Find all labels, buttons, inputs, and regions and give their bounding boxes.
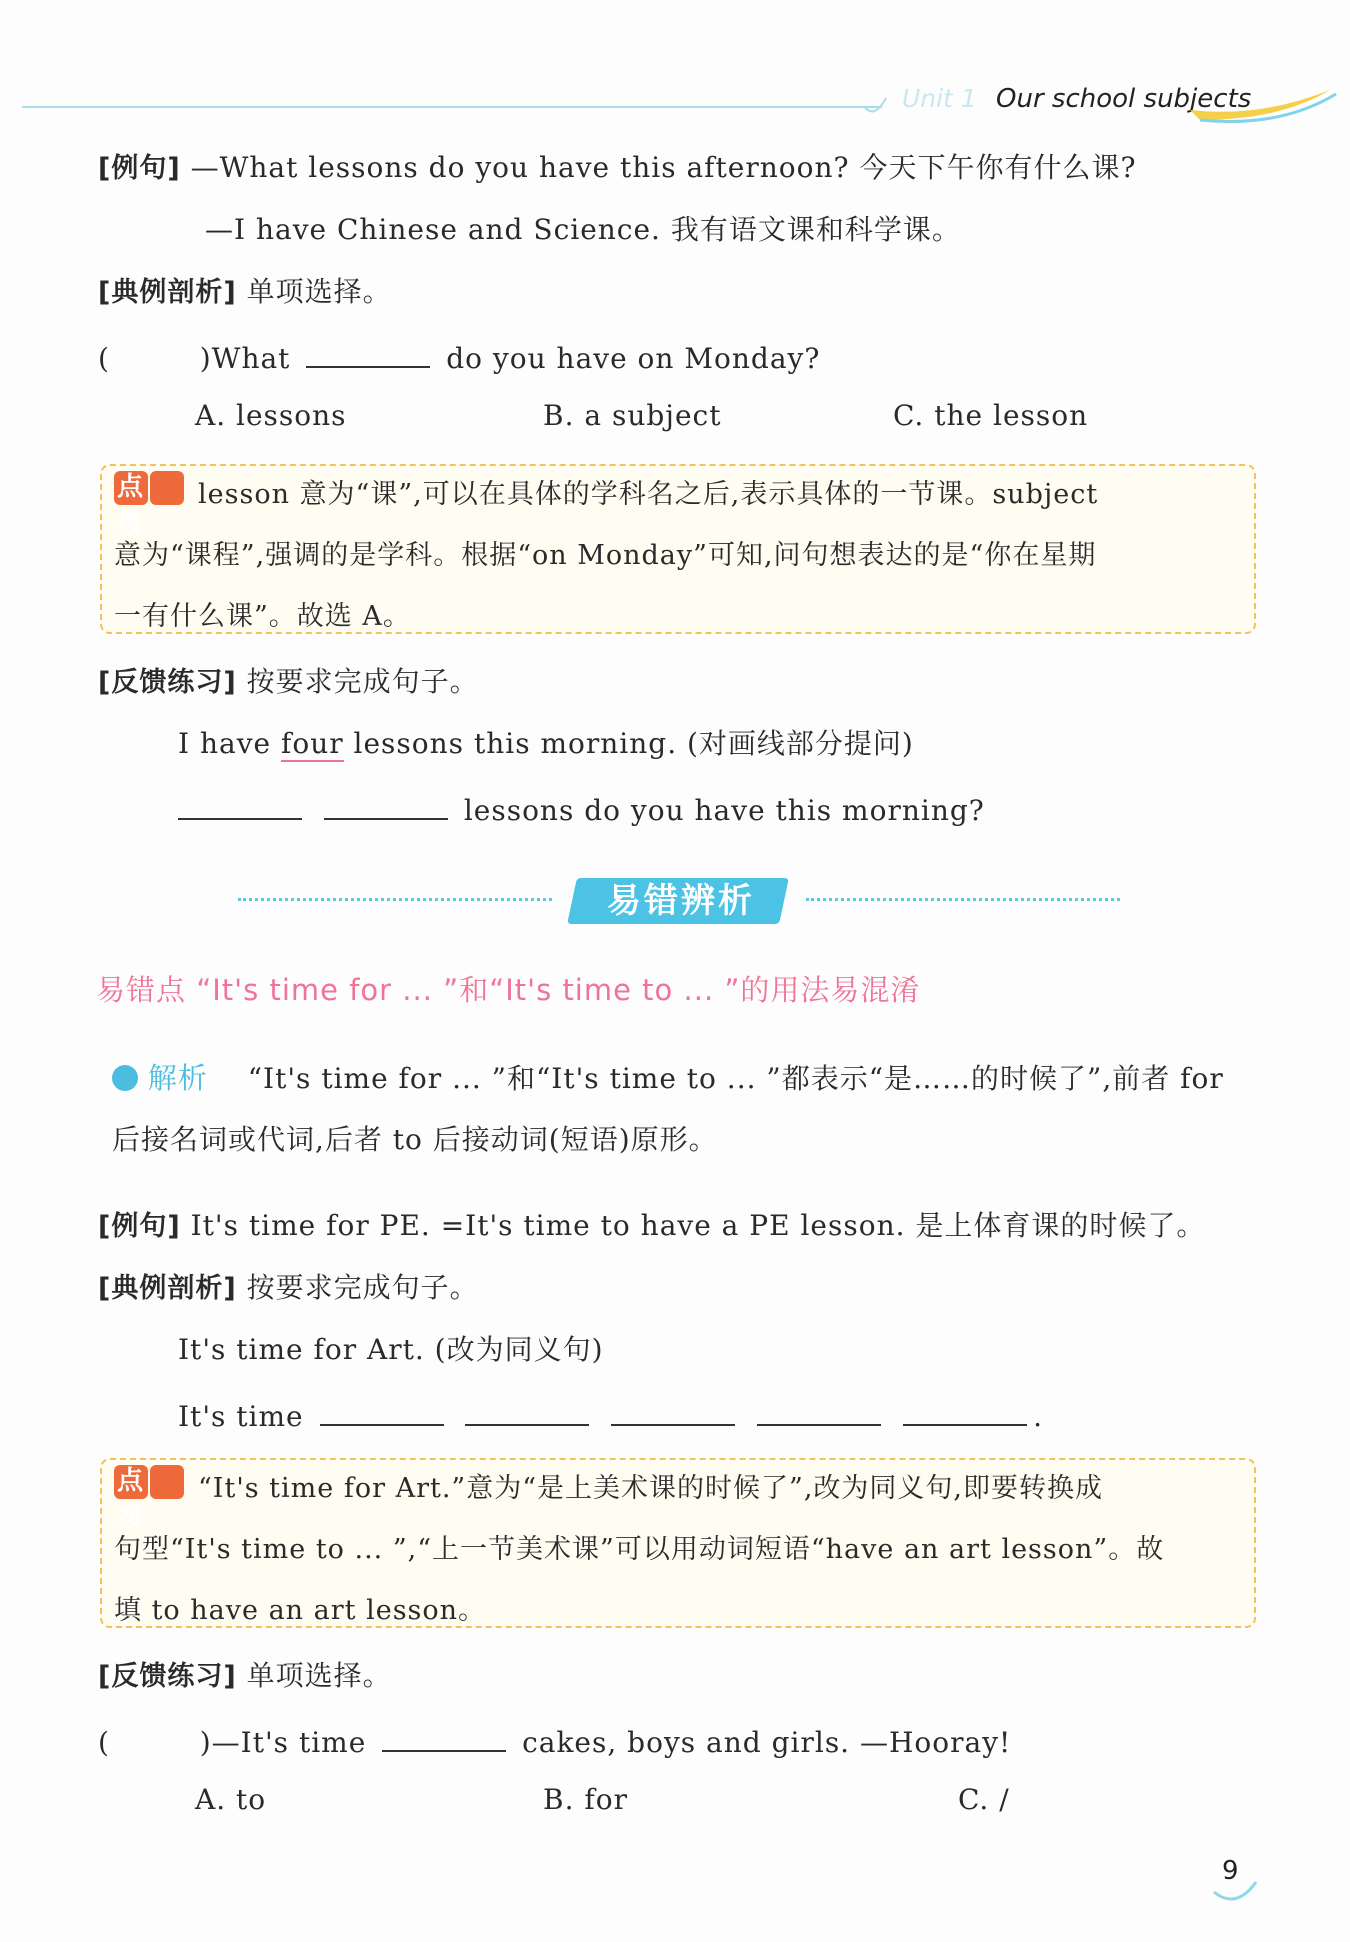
feedback-label: [反馈练习]: [98, 667, 237, 698]
analysis-icon: [112, 1065, 138, 1091]
page-number: 9: [1222, 1856, 1239, 1886]
banner-divider-left: [238, 898, 552, 901]
option-a[interactable]: A. lessons: [195, 399, 347, 432]
answer-blank[interactable]: [465, 1392, 589, 1426]
tip1-line-2: 意为“课程”,强调的是学科。根据“on Monday”可知,问句想表达的是“你在星期: [114, 540, 1097, 571]
analysis-text-1: “It's time for ... ”和“It's time to ... ”都表示“是……的时候了”,前者 for: [247, 1062, 1224, 1095]
header-rule: [22, 106, 882, 108]
example2-label: [例句]: [98, 1211, 181, 1242]
option2-c[interactable]: C. /: [958, 1783, 1010, 1816]
fb-underlined-word: four: [280, 727, 344, 760]
answer-blank[interactable]: [611, 1392, 735, 1426]
analysis-text-2: 后接名词或代词,后者 to 后接动词(短语)原形。: [112, 1123, 718, 1156]
analysis-line-1: [112, 1058, 1224, 1099]
banner-title: 易错辨析: [607, 881, 755, 921]
feedback-answer-rest: lessons do you have this morning?: [463, 794, 985, 827]
example-question: —What lessons do you have this afternoon? 今天下午你有什么课?: [190, 151, 1137, 184]
answer-blank[interactable]: [306, 334, 430, 368]
typical2-instruction: 按要求完成句子。: [246, 1271, 479, 1304]
header-unit: Unit 1: [902, 84, 977, 113]
header-title: Our school subjects: [996, 84, 1252, 114]
fb-sentence-post: lessons this morning. (对画线部分提问): [343, 727, 914, 760]
answer-blank[interactable]: [178, 786, 302, 820]
feedback2-instruction: 单项选择。: [246, 1659, 392, 1692]
typical2-label: [典例剖析]: [98, 1273, 237, 1304]
example2-line: [98, 1206, 1205, 1247]
tip-badge-label: 点拨: [117, 1466, 154, 1534]
tip2-line-1: “It's time for Art.”意为“是上美术课的时候了”,改为同义句,即要转换成: [198, 1473, 1103, 1504]
example-label: [例句]: [98, 153, 181, 184]
answer-blank[interactable]: [382, 1718, 506, 1752]
tip1-line-1: lesson 意为“课”,可以在具体的学科名之后,表示具体的一节课。subject: [198, 479, 1099, 510]
question2-line: [98, 1718, 1011, 1763]
tip-box-2: [100, 1458, 1256, 1628]
option2-b[interactable]: B. for: [543, 1783, 628, 1816]
answer-blank[interactable]: [324, 786, 448, 820]
typical-line: [98, 272, 392, 313]
question-line: [98, 334, 820, 379]
header-swoosh-icon: [1180, 80, 1340, 130]
tip-box-1: [100, 464, 1256, 634]
tip-badge-label: 点拨: [117, 472, 154, 540]
tip1-line-3: 一有什么课”。故选 A。: [114, 601, 411, 632]
question2-rest: cakes, boys and girls. —Hooray!: [522, 1726, 1012, 1759]
example-answer: —I have Chinese and Science. 我有语文课和科学课。: [205, 213, 961, 246]
tip-badge-icon: [114, 1462, 186, 1534]
answer-paren-open: (: [98, 1726, 110, 1759]
feedback2-line: [98, 1656, 392, 1697]
feedback-answer-line: [172, 786, 985, 831]
typical-label: [典例剖析]: [98, 277, 237, 308]
answer-blank[interactable]: [320, 1392, 444, 1426]
tip2-line-2: 句型“It's time to ... ”,“上一节美术课”可以用动词短语“have an art lesson”。故: [114, 1534, 1165, 1565]
example2-text: It's time for PE. =It's time to have a PE lesson. 是上体育课的时候了。: [190, 1209, 1206, 1242]
feedback-instruction: 按要求完成句子。: [246, 665, 479, 698]
example-line-question: [98, 148, 1136, 189]
page-number-swoosh-icon: [1210, 1876, 1260, 1906]
typical-instruction: 单项选择。: [246, 275, 392, 308]
typical2-answer-line: It's time .: [178, 1392, 1043, 1437]
fb-sentence-pre: I have: [178, 727, 281, 760]
typical2-line: [98, 1268, 479, 1309]
feedback-sentence: [178, 724, 914, 764]
tip2-line-3: 填 to have an art lesson。: [114, 1595, 487, 1626]
question2-start: )—It's time: [199, 1726, 367, 1759]
answer-blank[interactable]: [903, 1392, 1027, 1426]
header-ornament-icon: [860, 92, 890, 122]
option-b[interactable]: B. a subject: [543, 399, 722, 432]
feedback-line: [98, 662, 479, 703]
option-c[interactable]: C. the lesson: [893, 399, 1089, 432]
option2-a[interactable]: A. to: [195, 1783, 267, 1816]
feedback2-label: [反馈练习]: [98, 1661, 237, 1692]
tip-badge-icon: [114, 468, 186, 540]
question-rest: do you have on Monday?: [446, 342, 821, 375]
question-start: )What: [199, 342, 291, 375]
analysis-label: 解析: [147, 1061, 208, 1095]
typical2-answer-start: It's time: [178, 1400, 304, 1433]
banner-divider-right: [806, 898, 1120, 901]
answer-paren-open: (: [98, 342, 110, 375]
error-point-title: 易错点 “It's time for ... ”和“It's time to ... ”的用法易混淆: [96, 973, 921, 1007]
answer-blank[interactable]: [757, 1392, 881, 1426]
typical2-sentence: It's time for Art. (改为同义句): [178, 1333, 604, 1366]
